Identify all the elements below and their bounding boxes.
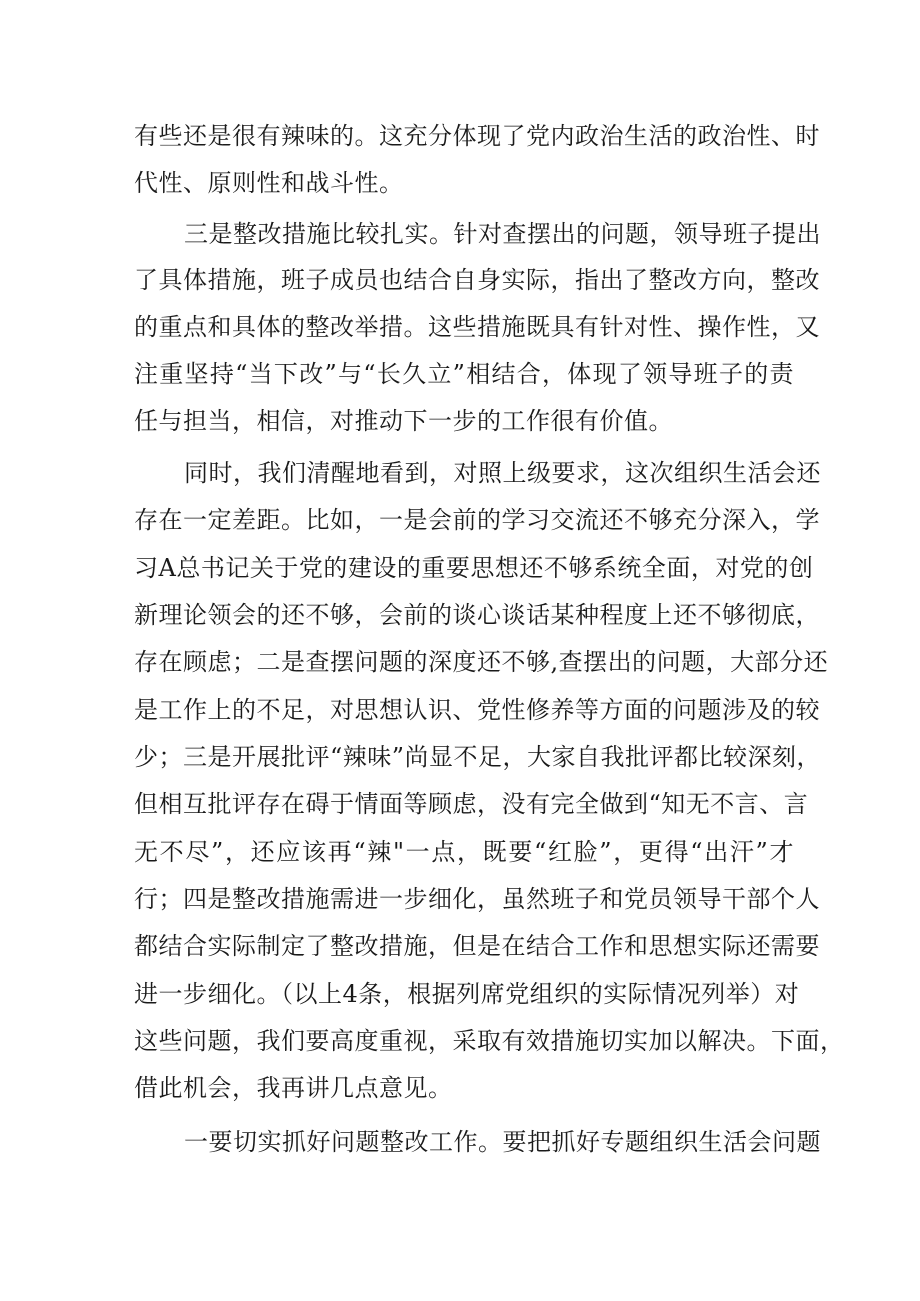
text-line: 代性、原则性和战斗性。: [134, 169, 404, 197]
text-line: 这些问题，我们要高度重视，采取有效措施切实加以解决。下面，: [134, 1027, 845, 1055]
paragraph-first-line: 一要切实抓好问题整改工作。要把抓好专题组织生活会问题: [184, 1128, 821, 1156]
text-line: 习A总书记关于党的建设的重要思想还不够系统全面，对党的创: [134, 554, 814, 582]
text-line: 存在一定差距。比如，一是会前的学习交流还不够充分深入，学: [134, 506, 820, 534]
text-line: 但相互批评存在碍于情面等顾虑，没有完全做到“知无不言、言: [134, 790, 809, 818]
text-line: 新理论领会的还不够，会前的谈心谈话某种程度上还不够彻底，: [134, 601, 820, 629]
text-line: 都结合实际制定了整改措施，但是在结合工作和思想实际还需要: [134, 932, 820, 960]
text-line: 少；三是开展批评“辣味”尚显不足，大家自我批评都比较深刻，: [134, 743, 822, 771]
text-line: 任与担当，相信，对推动下一步的工作很有价值。: [134, 407, 673, 435]
text-line: 存在顾虑；二是查摆问题的深度还不够,查摆出的问题，大部分还: [134, 648, 829, 676]
text-line: 注重坚持“当下改”与“长久立”相结合，体现了领导班子的责: [134, 360, 794, 388]
paragraph-first-line: 三是整改措施比较扎实。针对查摆出的问题，领导班子提出: [184, 220, 821, 248]
text-line: 是工作上的不足，对思想认识、党性修养等方面的问题涉及的较: [134, 696, 820, 724]
text-line: 的重点和具体的整改举措。这些措施既具有针对性、操作性，又: [134, 313, 820, 341]
paragraph-first-line: 同时，我们清醒地看到，对照上级要求，这次组织生活会还: [184, 459, 821, 487]
text-line: 行；四是整改措施需进一步细化，虽然班子和党员领导干部个人: [134, 885, 820, 913]
text-line: 了具体措施，班子成员也结合自身实际，指出了整改方向，整改: [134, 266, 820, 294]
text-line: 无不尽”，还应该再“辣"一点，既要“红脸”，更得“出汗”才: [134, 838, 794, 866]
text-line: 借此机会，我再讲几点意见。: [134, 1074, 453, 1102]
text-line: 有些还是很有辣味的。这充分体现了党内政治生活的政治性、时: [134, 122, 820, 150]
text-line: 进一步细化。（以上4条，根据列席党组织的实际情况列举）对: [134, 980, 800, 1008]
